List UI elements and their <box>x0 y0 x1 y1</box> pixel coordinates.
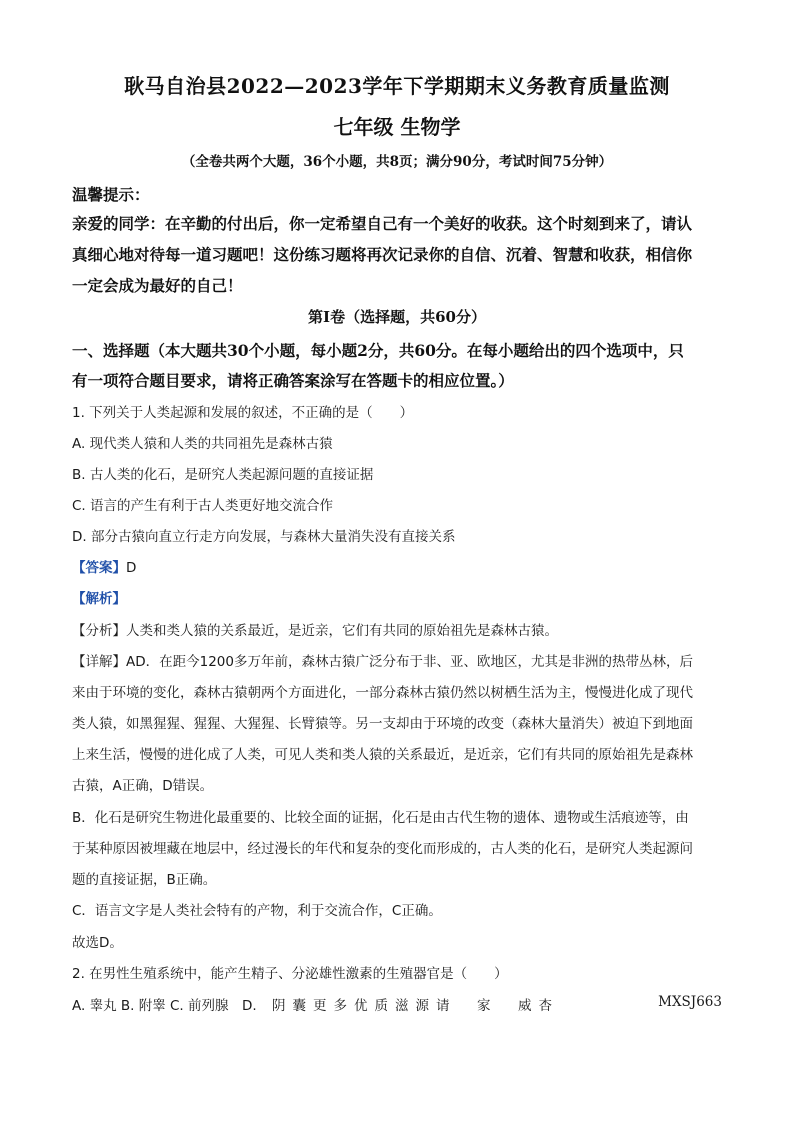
notice-label: 温馨提示： <box>72 185 150 204</box>
q1-detail-line-6: 于某种原因被埋藏在地层中，经过漫长的年代和复杂的变化而形成的，古人类的化石，是研究人类起源问 <box>72 841 693 857</box>
q1-analysis-heading <box>72 587 126 607</box>
notice-line-1: 亲爱的同学：在辛勤的付出后，你一定希望自己有一个美好的收获。这个时刻到来了，请认 <box>72 214 693 233</box>
exam-subject: 七年级 生物学 <box>333 115 461 139</box>
answer-value: D <box>126 560 137 576</box>
exam-title: 耿马自治县2022—2023学年下学期期末义务教育质量监测 <box>124 74 670 98</box>
q1-option-c: C. 语言的产生有利于古人类更好地交流合作 <box>72 498 334 514</box>
q1-option-d: D. 部分古猿向直立行走方向发展，与森林大量消失没有直接关系 <box>72 529 456 545</box>
q2-options-mid: 阴囊更多优质滋源请 家 威杏 <box>272 998 559 1014</box>
q1-option-b: B. 古人类的化石，是研究人类起源问题的直接证据 <box>72 467 374 483</box>
q1-answer <box>72 556 136 576</box>
q1-detail-line-5: B．化石是研究生物进化最重要的、比较全面的证据，化石是由古代生物的遗体、遗物或生活痕迹等，由 <box>72 810 689 826</box>
watermark-code: MXSJ663 <box>658 994 722 1010</box>
detail-first-text: AD．在距今1200多万年前，森林古猿广泛分布于非、亚、欧地区，尤其是非洲的热带丛林，后 <box>126 654 693 670</box>
detail-tag: 【详解】 <box>72 654 126 670</box>
q2-options-left: A. 睾丸 B. 附睾 C. 前列腺 D. <box>72 998 257 1014</box>
q1-option-a: A. 现代类人猿和人类的共同祖先是森林古猿 <box>72 436 333 452</box>
q1-detail-line-8: C．语言文字是人类社会特有的产物，利于交流合作，C正确。 <box>72 903 442 919</box>
q1-detail-line-4: 古猿，A正确，D错误。 <box>72 778 214 794</box>
q1-detail-line-9: 故选D。 <box>72 935 123 951</box>
fenxi-tag: 【分析】 <box>72 623 126 639</box>
q1-detail-line-7: 题的直接证据，B正确。 <box>72 872 217 888</box>
q2-stem: 2. 在男性生殖系统中，能产生精子、分泌雄性激素的生殖器官是（ ） <box>72 966 508 982</box>
q1-fenxi <box>72 619 558 639</box>
q1-detail-line-1: 来由于环境的变化，森林古猿朝两个方面进化，一部分森林古猿仍然以树栖生活为主，慢慢进化成了现代 <box>72 685 693 701</box>
section-line-1: 一、选择题（本大题共30个小题，每小题2分，共60分。在每小题给出的四个选项中，只 <box>72 341 684 360</box>
q1-detail-line-3: 上来生活，慢慢的进化成了人类，可见人类和类人猿的关系最近，是近亲，它们有共同的原始祖先是森林 <box>72 747 693 763</box>
notice-line-2: 真细心地对待每一道习题吧！这份练习题将再次记录你的自信、沉着、智慧和收获，相信你 <box>72 245 693 264</box>
section-line-2: 有一项符合题目要求，请将正确答案涂写在答题卡的相应位置。） <box>72 371 514 390</box>
answer-tag: 【答案】 <box>72 560 126 576</box>
q1-detail-line-2: 类人猿，如黑猩猩、猩猩、大猩猩、长臂猿等。另一支却由于环境的改变（森林大量消失）被迫下到地面 <box>72 716 693 732</box>
q1-stem: 1. 下列关于人类起源和发展的叙述，不正确的是（ ） <box>72 405 414 421</box>
q1-detail-first <box>72 650 693 670</box>
notice-line-3: 一定会成为最好的自己！ <box>72 276 243 295</box>
fenxi-text: 人类和类人猿的关系最近，是近亲，它们有共同的原始祖先是森林古猿。 <box>126 623 558 639</box>
analysis-tag: 【解析】 <box>72 591 126 607</box>
exam-info: （全卷共两个大题，36个小题，共8页；满分90分，考试时间75分钟） <box>181 154 613 170</box>
part1-title: 第Ⅰ卷（选择题，共60分） <box>308 308 486 326</box>
